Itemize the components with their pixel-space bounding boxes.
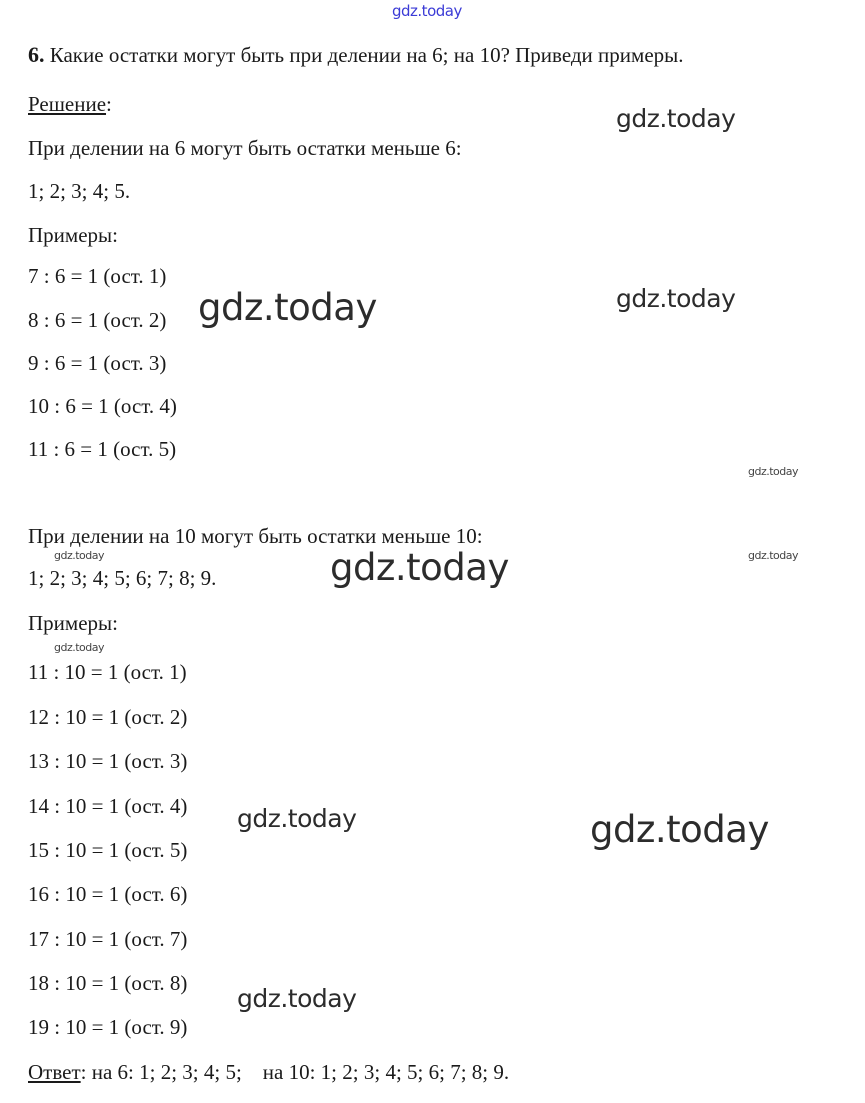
watermark: gdz.today	[748, 549, 799, 562]
part1-remainders: 1; 2; 3; 4; 5.	[28, 179, 131, 203]
header-watermark: gdz.today	[392, 2, 462, 20]
part1-example: 10 : 6 = 1 (ост. 4)	[28, 394, 177, 418]
task-statement	[28, 42, 684, 68]
watermark: gdz.today	[198, 286, 377, 329]
part2-remainders: 1; 2; 3; 4; 5; 6; 7; 8; 9.	[28, 566, 217, 590]
watermark: gdz.today	[616, 284, 736, 313]
watermark: gdz.today	[54, 641, 105, 654]
part2-examples-label: Примеры:	[28, 611, 118, 635]
watermark: gdz.today	[616, 104, 736, 133]
answer-line	[28, 1060, 509, 1085]
answer-label: Ответ	[28, 1060, 81, 1084]
watermark: gdz.today	[590, 808, 769, 851]
part2-example: 16 : 10 = 1 (ост. 6)	[28, 882, 188, 906]
solution-label: Решение	[28, 92, 107, 116]
part1-intro: При делении на 6 могут быть остатки меньше 6:	[28, 136, 462, 160]
part2-example: 11 : 10 = 1 (ост. 1)	[28, 660, 187, 684]
part2-example: 13 : 10 = 1 (ост. 3)	[28, 749, 188, 773]
part2-example: 14 : 10 = 1 (ост. 4)	[28, 794, 188, 818]
part2-example: 12 : 10 = 1 (ост. 2)	[28, 705, 188, 729]
watermark: gdz.today	[237, 804, 357, 833]
part1-example: 8 : 6 = 1 (ост. 2)	[28, 308, 167, 332]
part2-example: 18 : 10 = 1 (ост. 8)	[28, 971, 188, 995]
watermark: gdz.today	[54, 549, 105, 562]
task-text: Какие остатки могут быть при делении на 6; на 10? Приведи примеры.	[49, 43, 684, 67]
part2-example: 17 : 10 = 1 (ост. 7)	[28, 927, 188, 951]
watermark: gdz.today	[237, 984, 357, 1013]
watermark: gdz.today	[748, 465, 799, 478]
solution-heading: Решение:	[28, 92, 112, 116]
part2-intro: При делении на 10 могут быть остатки меньше 10:	[28, 524, 483, 548]
task-number: 6.	[28, 42, 45, 67]
watermark: gdz.today	[330, 546, 509, 589]
part2-example: 19 : 10 = 1 (ост. 9)	[28, 1015, 188, 1039]
answer-text: : на 6: 1; 2; 3; 4; 5; на 10: 1; 2; 3; 4; 5; 6; 7; 8; 9.	[80, 1060, 510, 1084]
part1-examples-label: Примеры:	[28, 223, 118, 247]
part1-example: 9 : 6 = 1 (ост. 3)	[28, 351, 167, 375]
part2-example: 15 : 10 = 1 (ост. 5)	[28, 838, 188, 862]
part1-example: 11 : 6 = 1 (ост. 5)	[28, 437, 177, 461]
part1-example: 7 : 6 = 1 (ост. 1)	[28, 264, 167, 288]
